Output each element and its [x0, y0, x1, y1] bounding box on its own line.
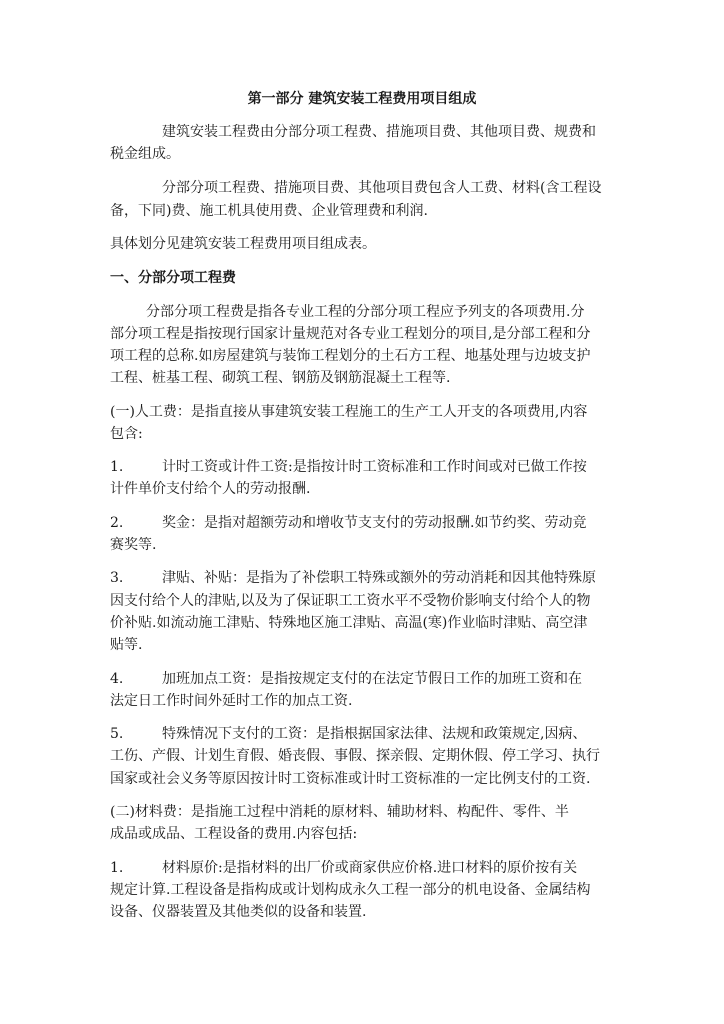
labor-lead-line-2: 包含: — [110, 426, 143, 442]
labor-item-2-line-2: 赛奖等. — [110, 537, 157, 553]
material-item-1-number: 1. — [110, 860, 124, 876]
labor-item-4-line-1 — [110, 669, 582, 689]
intro-p2-line-1: 分部分项工程费、措施项目费、其他项目费包含人工费、材料(含工程设 — [162, 180, 602, 196]
material-item-1-text: 材料原价:是指材料的出厂价或商家供应价格.进口材料的原价按有关 — [162, 860, 578, 876]
labor-item-3-line-4: 贴等. — [110, 637, 143, 653]
intro-p2-line-2: 备，下同)费、施工机具使用费、企业管理费和利润. — [110, 203, 428, 219]
labor-item-4-line-2: 法定日工作时间外延时工作的加点工资. — [110, 693, 353, 709]
labor-item-1-number: 1. — [110, 459, 124, 475]
labor-item-2-line-1 — [110, 513, 586, 533]
section-body-line-4: 工程、桩基工程、砌筑工程、钢筋及钢筋混凝土工程等. — [110, 370, 451, 386]
labor-item-4-number: 4. — [110, 671, 124, 687]
material-lead-line-1: (二)材料费：是指施工过程中消耗的原材料、辅助材料、构配件、零件、半 — [110, 804, 569, 820]
labor-item-3-number: 3. — [110, 570, 124, 586]
labor-item-2-number: 2. — [110, 515, 124, 531]
labor-item-3-line-1 — [110, 568, 596, 588]
labor-item-3-line-3: 价补贴.如流动施工津贴、特殊地区施工津贴、高温(寒)作业临时津贴、高空津 — [110, 615, 588, 631]
page-title: 第一部分 建筑安装工程费用项目组成 — [247, 91, 477, 107]
intro-p1-line-1: 建筑安装工程费由分部分项工程费、措施项目费、其他项目费、规费和 — [162, 124, 596, 140]
labor-item-4-text: 加班加点工资：是指按规定支付的在法定节假日工作的加班工资和在 — [162, 671, 582, 687]
material-lead-line-2: 成品或成品、工程设备的费用.内容包括: — [110, 826, 358, 842]
material-item-1-line-1 — [110, 858, 577, 878]
material-item-1-line-3: 设备、仪器装置及其他类似的设备和装置. — [110, 904, 367, 920]
section-heading: 一、分部分项工程费 — [110, 270, 236, 286]
labor-item-5-line-3: 国家或社会义务等原因按计时工资标准或计时工资标准的一定比例支付的工资. — [110, 771, 591, 787]
labor-item-5-line-1 — [110, 724, 586, 744]
labor-item-5-text: 特殊情况下支付的工资：是指根据国家法律、法规和政策规定,因病、 — [162, 726, 587, 742]
material-item-1-line-2: 规定计算.工程设备是指构成或计划构成永久工程一部分的机电设备、金属结构 — [110, 882, 591, 898]
labor-item-3-text: 津贴、补贴：是指为了补偿职工特殊或额外的劳动消耗和因其他特殊原 — [162, 570, 596, 586]
labor-lead-line-1: (一)人工费：是指直接从事建筑安装工程施工的生产工人开支的各项费用,内容 — [110, 404, 588, 420]
intro-p3: 具体划分见建筑安装工程费用项目组成表。 — [110, 236, 376, 252]
labor-item-3-line-2: 因支付给个人的津贴,以及为了保证职工工资水平不受物价影响支付给个人的物 — [110, 593, 591, 609]
section-body-line-2: 部分项工程是指按现行国家计量规范对各专业工程划分的项目,是分部工程和分 — [110, 326, 591, 342]
labor-item-1-line-2: 计件单价支付给个人的劳动报酬. — [110, 481, 311, 497]
labor-item-2-text: 奖金：是指对超额劳动和增收节支支付的劳动报酬.如节约奖、劳动竞 — [162, 515, 587, 531]
labor-item-5-number: 5. — [110, 726, 124, 742]
intro-p1-line-2: 税金组成。 — [110, 146, 180, 162]
labor-item-5-line-2: 工伤、产假、计划生育假、婚丧假、事假、探亲假、定期休假、停工学习、执行 — [110, 748, 600, 764]
labor-item-1-text: 计时工资或计件工资:是指按计时工资标准和工作时间或对已做工作按 — [162, 459, 587, 475]
labor-item-1-line-1 — [110, 457, 587, 477]
section-body-line-1: 分部分项工程费是指各专业工程的分部分项工程应予列支的各项费用.分 — [146, 304, 585, 320]
section-body-line-3: 项工程的总称.如房屋建筑与装饰工程划分的土石方工程、地基处理与边坡支护 — [110, 348, 591, 364]
